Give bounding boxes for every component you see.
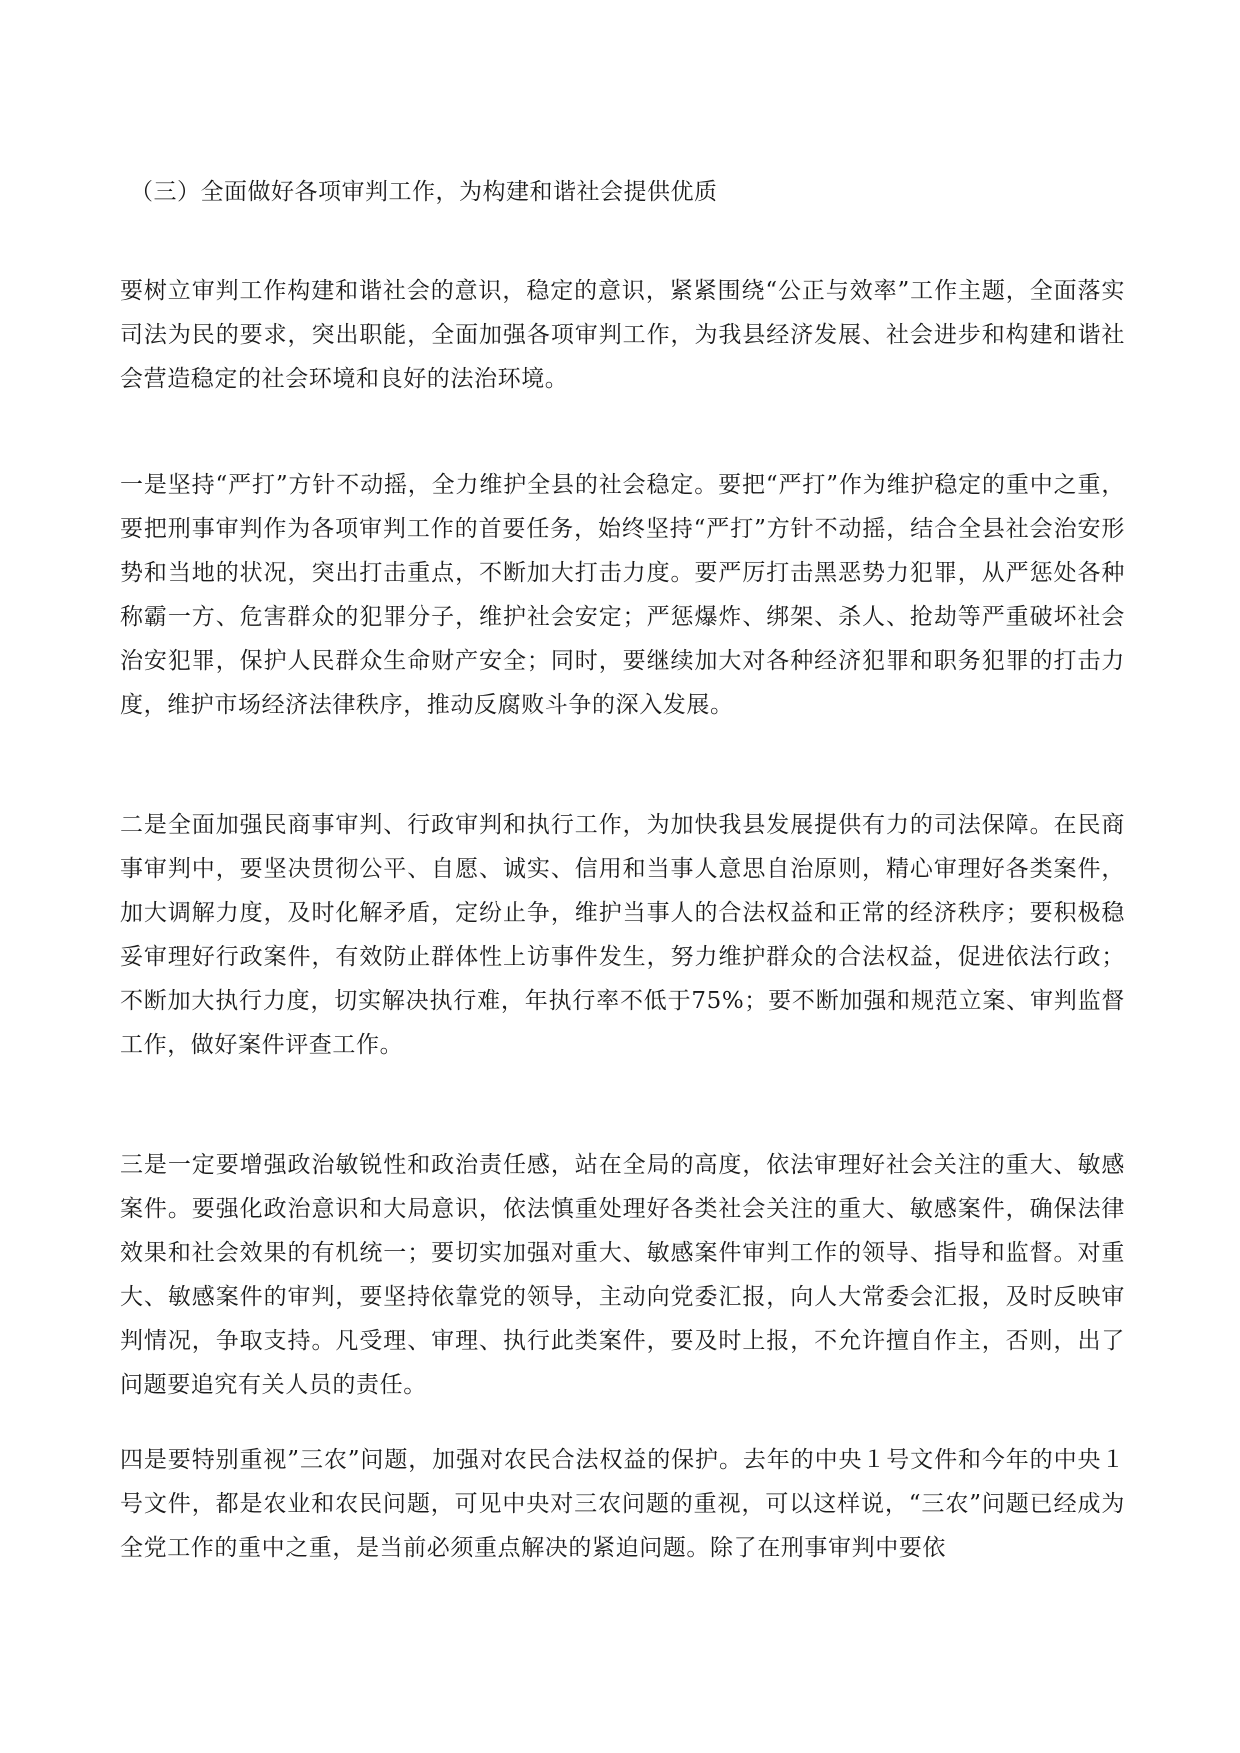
paragraph-intro: 要树立审判工作构建和谐社会的意识，稳定的意识，紧紧围绕“公正与效率”工作主题，全面落实司法为民的要求，突出职能，全面加强各项审判工作，为我县经济发展、社会进步和构建和谐社会营造稳定的社会环境和良好的法治环境。: [120, 278, 1125, 392]
paragraph-point-three: 三是一定要增强政治敏锐性和政治责任感，站在全局的高度，依法审理好社会关注的重大、敏感案件。要强化政治意识和大局意识，依法慎重处理好各类社会关注的重大、敏感案件，确保法律效果和社会效果的有机统一；要切实加强对重大、敏感案件审判工作的领导、指导和监督。对重大、敏感案件的审判，要坚持依靠党的领导，主动向党委汇报，向人大常委会汇报，及时反映审判情况，争取支持。凡受理、审理、执行此类案件，要及时上报，不允许擅自作主，否则，出了问题要追究有关人员的责任。: [120, 1152, 1125, 1398]
paragraph-point-two: 二是全面加强民商事审判、行政审判和执行工作，为加快我县发展提供有力的司法保障。在民商事审判中，要坚决贯彻公平、自愿、诚实、信用和当事人意思自治原则，精心审理好各类案件，加大调解力度，及时化解矛盾，定纷止争，维护当事人的合法权益和正常的经济秩序；要积极稳妥审理好行政案件，有效防止群体性上访事件发生，努力维护群众的合法权益，促进依法行政；不断加大执行力度，切实解决执行难，年执行率不低于75%；要不断加强和规范立案、审判监督工作，做好案件评查工作。: [120, 812, 1125, 1058]
paragraph-point-four: 四是要特别重视”三农”问题，加强对农民合法权益的保护。去年的中央１号文件和今年的中央１号文件，都是农业和农民问题，可见中央对三农问题的重视，可以这样说，“三农”问题已经成为全党工作的重中之重，是当前必须重点解决的紧迫问题。除了在刑事审判中要依: [120, 1447, 1125, 1561]
section-heading: （三）全面做好各项审判工作，为构建和谐社会提供优质: [130, 179, 718, 205]
paragraph-point-one: 一是坚持“严打”方针不动摇，全力维护全县的社会稳定。要把“严打”作为维护稳定的重中之重，要把刑事审判作为各项审判工作的首要任务，始终坚持“严打”方针不动摇，结合全县社会治安形势和当地的状况，突出打击重点，不断加大打击力度。要严厉打击黑恶势力犯罪，从严惩处各种称霸一方、危害群众的犯罪分子，维护社会安定；严惩爆炸、绑架、杀人、抢劫等严重破坏社会治安犯罪，保护人民群众生命财产安全；同时，要继续加大对各种经济犯罪和职务犯罪的打击力度，维护市场经济法律秩序，推动反腐败斗争的深入发展。: [120, 472, 1125, 718]
